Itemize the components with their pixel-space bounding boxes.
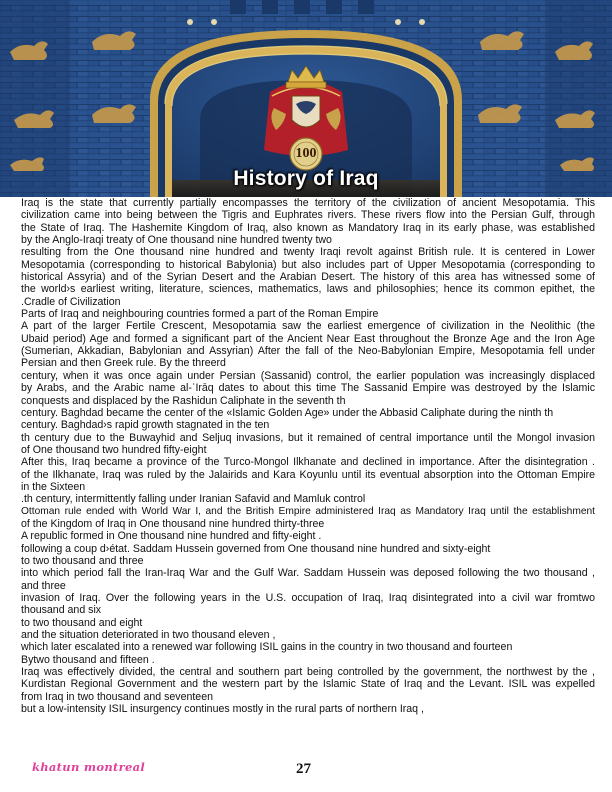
page-number: 27 (296, 761, 311, 777)
article-line: of the Ilkhanate, Iraq was ruled by the Jalairids and Kara Koyunlu until its eventual absorption into the Ottoman Empire (21, 468, 595, 481)
article-line: and the situation deteriorated in two thousand eleven , (21, 629, 276, 642)
article-line: by the Anglo-Iraqi treaty of One thousand nine hundred twenty two (21, 234, 332, 247)
article-line: historical Assyria) and of the Syrian Desert and the Arabian Desert. The history of this area has witnessed some of (21, 271, 595, 284)
article-line: century. Baghdad became the center of the «Islamic Golden Age» under the Abbasid Caliphate during the ninth th (21, 406, 554, 419)
article-line: Kurdistan Regional Government and the western part by the Islamic State of Iraq and the Levant. ISIL was expelled (21, 678, 595, 691)
article-line: Iraq was effectively divided, the central and southern part being controlled by the government, the northwest by the , (21, 666, 595, 679)
article-line: Ubaid period) Age and formed a significant part of the Ancient Near East throughout the Bronze Age and the Iron Age (21, 332, 595, 345)
crest-number: 100 (295, 146, 317, 161)
page-title: History of Iraq (233, 167, 379, 190)
article-line: Iraq is the state that currently partially encompasses the territory of the civilization of ancient Mesopotamia. This (21, 197, 595, 209)
article-line: which later escalated into a renewed war following ISIL gains in the country in two thousand and fourteen (21, 641, 513, 654)
article-line: the State of Iraq. The Hashemite Kingdom of Iraq, also known as Mandatory Iraq in its early phase, was established (21, 221, 595, 234)
magazine-brand: khatun montreal (32, 760, 146, 774)
article-line: conquests and displaced by the Rashidun Caliphate in the seventh th (21, 394, 346, 407)
article-line: following a coup d›état. Saddam Hussein governed from One thousand nine hundred and sixty-eight (21, 542, 491, 555)
article-line: th century due to the Buwayhid and Seljuq invasions, but it remained of central importance until the Mongol invasion (21, 431, 595, 444)
article-line: of One thousand two hundred fifty-eight (21, 443, 207, 456)
article-line: Persian and then Greek rule. By the threerd (21, 357, 226, 370)
article-line: After this, Iraq became a province of the Turco-Mongol Ilkhanate and declined in importance. After the disintegration . (21, 456, 595, 469)
article-line: (Sumerian, Akkadian, Babylonian and Assyrian) After the fall of the Neo-Babylonian Empire, Mesopotamia fell under (21, 345, 595, 358)
article-line: in the Sixteen (21, 480, 86, 493)
article-line: the world›s earliest writing, literature, sciences, mathematics, laws and philosophies; hence its common epithet, the (21, 283, 595, 296)
article-line: century. Baghdad›s rapid growth stagnated in the ten (21, 419, 270, 432)
article-line: invasion of Iraq. Over the following years in the U.S. occupation of Iraq, Iraq disintegrated into a civil war fromtwo (21, 592, 595, 604)
article-line: by Arabs, and the Arabic name al-ʿIrāq dates to about this time The Sassanid Empire was destroyed by the Islamic (21, 382, 595, 395)
hero-image (0, 0, 612, 197)
article-line: but a low-intensity ISIL insurgency continues mostly in the rural parts of northern Iraq , (21, 703, 424, 716)
article-line: of the Kingdom of Iraq in One thousand nine hundred thirty-three (21, 517, 325, 530)
article-line: Parts of Iraq and neighbouring countries formed a part of the Roman Empire (21, 308, 379, 321)
article-line: resulting from the One thousand nine hundred and twenty Iraqi revolt against British rule. It is centered in Lower (21, 246, 595, 259)
article-line: and three (21, 579, 66, 592)
article-line: to two thousand and eight (21, 616, 143, 629)
article-line: thousand and six (21, 604, 102, 617)
article-line: A republic formed in One thousand nine hundred and fifty-eight . (21, 530, 322, 543)
article-line: .th century, intermittently falling under Iranian Safavid and Mamluk control (21, 493, 366, 506)
article-line: Ottoman rule ended with World War I, and the British Empire administered Iraq as Mandatory Iraq until the establishment (21, 505, 595, 517)
article-line: A part of the larger Fertile Crescent, Mesopotamia saw the earliest emergence of civilization in the Neolithic (the (21, 320, 595, 333)
article-line: Mesopotamia (corresponding to historical Babylonia) but also includes part of Upper Mesopotamia (corresponding to (21, 258, 595, 271)
article-line: from Iraq in two thousand and seventeen (21, 690, 213, 703)
article-line: into which period fall the Iran-Iraq War and the Gulf War. Saddam Hussein was deposed following the two thousand , (21, 567, 595, 580)
article-body (21, 197, 595, 715)
article-line: century, when it was once again under Persian (Sassanid) control, the earlier population was increasingly displaced (21, 369, 595, 382)
article-line: Bytwo thousand and fifteen . (21, 653, 155, 666)
article-line: .Cradle of Civilization (21, 295, 121, 308)
article-line: to two thousand and three (21, 554, 144, 567)
article-line: civilization came into being between the Tigris and Euphrates rivers. These rivers flow into the Persian Gulf, through (21, 209, 595, 222)
